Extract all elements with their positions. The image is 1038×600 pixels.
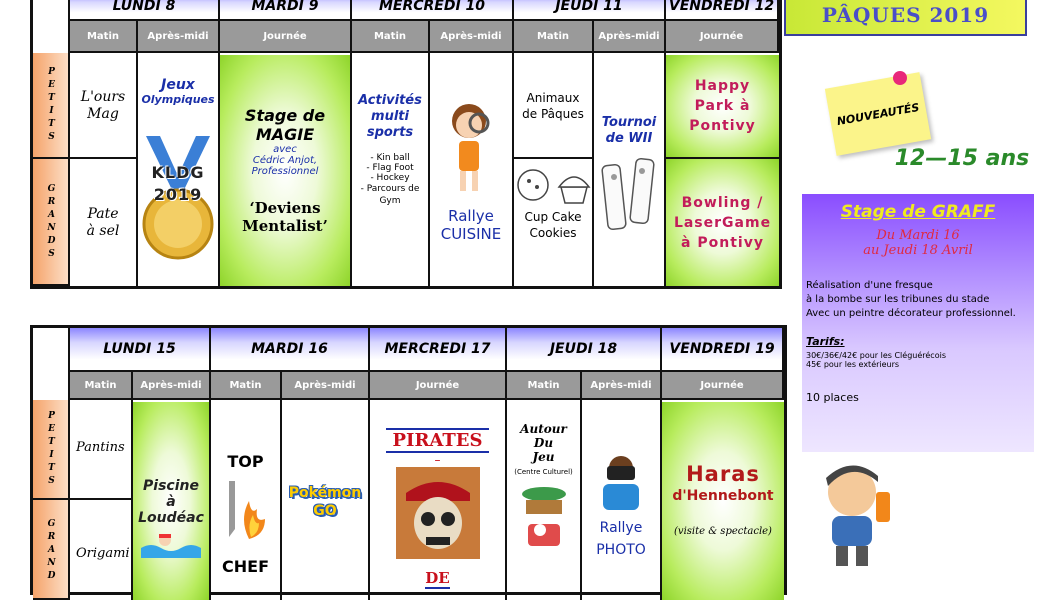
- topchef-chef: CHEF: [222, 557, 269, 576]
- sticky-note: [825, 72, 931, 156]
- side-letter: R: [47, 196, 56, 207]
- side-letter: T: [48, 119, 55, 129]
- magie-with3: Professionnel: [251, 166, 319, 177]
- autour-line: Autour: [520, 422, 567, 436]
- side-letter: I: [49, 106, 54, 116]
- photographer-icon: [593, 452, 649, 516]
- wii-remote-icon: [601, 155, 657, 237]
- lundi15-matin-petits: Pantins: [76, 440, 125, 455]
- subheader: Après-midi: [133, 370, 211, 400]
- autour-line: Jeu: [532, 450, 555, 464]
- subheader: Matin: [70, 370, 133, 400]
- jeudi11-matin-petits: Animaux de Pâques: [522, 91, 584, 121]
- graffiti-boy-icon: [796, 452, 908, 570]
- jeux-title: Jeux: [161, 77, 195, 93]
- mercredi10-matin: [352, 55, 428, 286]
- subheader: Matin: [70, 19, 138, 53]
- side-letter: S: [48, 132, 55, 142]
- side-label-petits: [33, 53, 70, 159]
- lundi15-apresmidi: [133, 402, 209, 600]
- tarifs-line2: 45€ pour les extérieurs: [806, 360, 900, 369]
- jeudi18-matin: [507, 402, 580, 600]
- subheader: Matin: [507, 370, 582, 400]
- board-games-icon: [514, 482, 574, 556]
- vendredi12-petits: Happy Park à Pontivy: [666, 55, 779, 157]
- piscine-line: à: [166, 494, 176, 510]
- rallye-photo-line: Rallye: [599, 520, 643, 536]
- side-letter: I: [49, 450, 54, 460]
- day-header-vendredi19: VENDREDI 19: [662, 328, 784, 370]
- top-schedule-table: [30, 0, 782, 289]
- piscine-line: Loudéac: [138, 510, 204, 526]
- haras-small: (visite & spectacle): [674, 526, 772, 537]
- graff-date2: au Jeudi 18 Avril: [863, 243, 973, 258]
- cupcake-cookies: Cup Cake Cookies: [524, 210, 582, 240]
- tarifs-label: Tarifs:: [806, 335, 845, 348]
- day-header-vendredi12: VENDREDI 12: [666, 0, 779, 19]
- tournoi-wii: Tournoi de WII: [601, 115, 657, 146]
- subheader: Matin: [352, 19, 430, 53]
- autour-line: Du: [533, 436, 554, 450]
- subheader: Journée: [370, 370, 507, 400]
- graff-desc3: Avec un peintre décorateur professionnel.: [806, 308, 1016, 319]
- subheader: Après-midi: [138, 19, 220, 53]
- side-letter: A: [48, 209, 55, 220]
- swimmer-icon: [141, 530, 201, 562]
- haras-title: Haras: [686, 462, 760, 486]
- magie-with1: avec: [273, 144, 297, 155]
- knife-flame-icon: [221, 479, 271, 547]
- girl-magnifier-icon: [445, 99, 497, 199]
- day-header-mardi16: MARDI 16: [211, 328, 370, 370]
- lundi15-matin-grands: Origami: [76, 546, 130, 561]
- banner-text: PÂQUES 2019: [821, 3, 990, 27]
- day-header-mercredi10: MERCREDI 10: [352, 0, 514, 19]
- mercredi17-journee: [370, 402, 505, 600]
- day-header-jeudi18: JEUDI 18: [507, 328, 662, 370]
- side-letter: R: [47, 532, 56, 542]
- side-letter: S: [48, 248, 55, 259]
- day-header-lundi15: LUNDI 15: [70, 328, 211, 370]
- day-header-lundi8: LUNDI 8: [70, 0, 220, 19]
- vendredi19-journee: [662, 402, 784, 600]
- side-letter: T: [48, 93, 55, 103]
- tarifs-line1: 30€/36€/42€ pour les Cléguérécois: [806, 351, 946, 360]
- multisports-item: - Flag Foot: [366, 163, 414, 173]
- multisports-item: - Kin ball: [370, 153, 410, 163]
- pirates-dash: –: [434, 453, 441, 467]
- pirates-de: DE: [425, 569, 450, 587]
- subheader: Matin: [211, 370, 282, 400]
- jeux-subtitle: Olympiques: [141, 93, 215, 106]
- vendredi12-grands: Bowling / LaserGame à Pontivy: [666, 159, 779, 286]
- day-header-mardi9: MARDI 9: [220, 0, 352, 19]
- side-letter: E: [48, 80, 55, 90]
- pokemon-go-logo: Pokémon GO: [288, 485, 362, 519]
- jeudi11-apresmidi: [594, 55, 664, 286]
- side-label-petits: [33, 400, 70, 500]
- side-letter: A: [48, 545, 55, 555]
- jeudi18-apresmidi: [582, 402, 660, 600]
- jeudi11-matin-grands: [514, 159, 592, 286]
- paques-banner: [784, 0, 1027, 36]
- bottom-schedule-table: [30, 325, 787, 595]
- side-letter: T: [48, 463, 55, 473]
- side-letter: N: [47, 222, 56, 233]
- magie-quote2: Mentalist’: [242, 217, 328, 235]
- side-letter: D: [47, 235, 56, 246]
- magie-with2: Cédric Anjot,: [252, 155, 318, 166]
- subheader: Journée: [220, 19, 352, 53]
- day-header-jeudi11: JEUDI 11: [514, 0, 666, 19]
- side-letter: S: [48, 476, 55, 486]
- note-text: NOUVEAUTÉS: [835, 100, 921, 128]
- subheader: Journée: [662, 370, 784, 400]
- graff-desc1: Réalisation d'une fresque: [806, 280, 933, 291]
- graff-title: Stage de GRAFF: [840, 202, 996, 222]
- mercredi10-apresmidi: [430, 55, 512, 286]
- mardi16-matin: [211, 402, 280, 600]
- topchef-top: TOP: [227, 452, 264, 471]
- graff-panel: [802, 194, 1034, 452]
- lundi8-matin-grands: Pate à sel: [86, 205, 120, 239]
- centre-culturel: (Centre Culturel): [514, 468, 573, 476]
- side-letter: G: [47, 183, 56, 194]
- side-letter: P: [48, 411, 55, 421]
- multisports-item: - Parcours de Gym: [360, 184, 420, 206]
- lundi8-matin-petits: L'ours Mag: [80, 89, 126, 122]
- magie-quote1: ‘Deviens: [249, 199, 321, 217]
- mardi16-apresmidi: [282, 402, 368, 600]
- mardi9-journee: [220, 55, 350, 286]
- pin-icon: [893, 71, 907, 85]
- subheader: Après-midi: [430, 19, 514, 53]
- medal-icon: [142, 136, 214, 266]
- side-letter: N: [47, 558, 56, 568]
- magie-title1: Stage de: [244, 106, 326, 125]
- graff-desc2: à la bombe sur les tribunes du stade: [806, 294, 990, 305]
- graff-date1: Du Mardi 16: [876, 228, 960, 243]
- rallye-cuisine: Rallye CUISINE: [440, 207, 502, 243]
- side-letter: D: [47, 571, 56, 581]
- places: 10 places: [806, 391, 859, 404]
- rallye-photo-line: PHOTO: [596, 542, 646, 558]
- pirates-title: PIRATES: [386, 428, 488, 453]
- multisports-title: Activités multi sports: [358, 93, 422, 140]
- subheader: Après-midi: [282, 370, 370, 400]
- side-letter: P: [48, 67, 55, 77]
- lundi8-apresmidi: [138, 55, 218, 286]
- day-header-mercredi17: MERCREDI 17: [370, 328, 507, 370]
- magie-title2: MAGIE: [255, 125, 315, 144]
- side-letter: E: [48, 424, 55, 434]
- pirate-skull-icon: [396, 467, 480, 563]
- side-label-grands: [33, 159, 70, 286]
- haras-subtitle: d'Hennebont: [672, 488, 774, 504]
- medal-text: KLDG 2019: [151, 163, 205, 204]
- multisports-item: - Hockey: [370, 173, 410, 183]
- side-letter: G: [47, 519, 56, 529]
- subheader: Après-midi: [582, 370, 662, 400]
- piscine-line: Piscine: [143, 478, 199, 494]
- subheader: Après-midi: [594, 19, 666, 53]
- side-letter: T: [48, 437, 55, 447]
- age-range: 12—15 ans: [894, 146, 1030, 171]
- subheader: Journée: [666, 19, 779, 53]
- cupcake-icon: [515, 165, 591, 209]
- side-label-grands: [33, 500, 70, 600]
- subheader: Matin: [514, 19, 594, 53]
